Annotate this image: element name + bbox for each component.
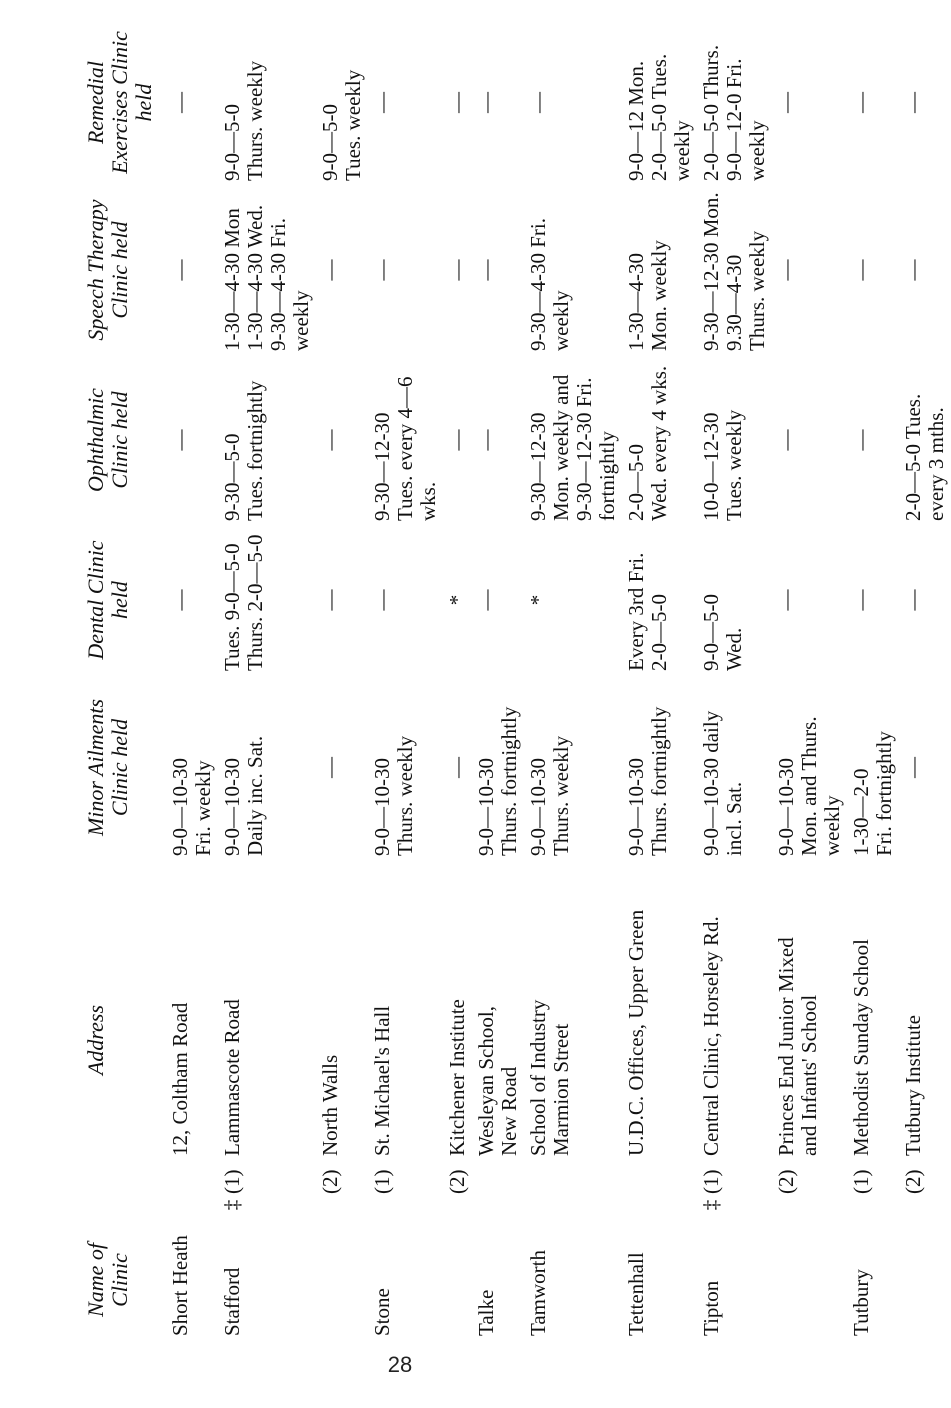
- speech-therapy-cell: —: [318, 259, 342, 281]
- address-number: [169, 1156, 192, 1194]
- address-text: School of Industry Marmion Street: [526, 999, 573, 1156]
- address-text: Tutbury Institute: [901, 1015, 925, 1156]
- ophthalmic-cell: 10-0—12-30 Tues. weekly: [699, 409, 746, 521]
- address-cell: [772, 860, 847, 1220]
- table-row: [772, 20, 847, 1340]
- table-row: [316, 20, 368, 1340]
- dental-cell: *: [526, 594, 550, 606]
- ophthalmic-cell: 9-30—12-30 Mon. weekly and 9-30—12-30 Fri. fortnightly: [526, 374, 619, 521]
- dagger-mark: [625, 1194, 648, 1216]
- minor-ailments-cell: —: [445, 757, 469, 778]
- speech-therapy-cell: —: [445, 259, 469, 281]
- address-number: (2): [445, 1169, 469, 1194]
- address-number: [527, 1156, 573, 1194]
- table-row: [218, 20, 316, 1340]
- header-minor-ailments: Minor Ailments Clinic held: [83, 698, 132, 837]
- ophthalmic-cell: 9-30—12-30 Tues. every 4—6 wks.: [370, 376, 440, 521]
- dental-cell: —: [474, 589, 498, 611]
- minor-ailments-cell: 1-30—2-0 Fri. fortnightly: [849, 731, 896, 856]
- ophthalmic-cell: —: [168, 429, 192, 451]
- dental-cell: Every 3rd Fri. 2-0—5-0: [624, 552, 671, 671]
- header-row: [80, 20, 166, 1340]
- address-text: Methodist Sunday School: [849, 938, 873, 1156]
- address-cell: [622, 860, 697, 1220]
- header-speech-therapy: Speech Therapy Clinic held: [83, 199, 132, 341]
- dental-cell: Tues. 9-0—5-0 Thurs. 2-0—5-0: [220, 534, 267, 671]
- address-text: St. Michael's Hall: [370, 1005, 394, 1156]
- header-dental: Dental Clinic held: [83, 540, 132, 660]
- remedial-cell: —: [526, 92, 550, 113]
- header-name-of-clinic: Name of Clinic: [83, 1243, 132, 1317]
- clinic-name-cell: Talke: [474, 1289, 498, 1336]
- remedial-cell: —: [774, 92, 798, 113]
- clinic-name-cell: Short Heath: [168, 1235, 192, 1336]
- clinic-name-cell: Tettenhall: [624, 1252, 648, 1336]
- dental-cell: —: [849, 589, 873, 611]
- ophthalmic-cell: —: [474, 429, 498, 451]
- ophthalmic-cell: —: [318, 429, 342, 451]
- speech-therapy-cell: 1-30—4-30 Mon. weekly: [624, 240, 671, 351]
- clinic-name-cell: [899, 1220, 951, 1340]
- minor-ailments-cell: 9-0—10-30 Mon. and Thurs. weekly: [774, 716, 844, 856]
- address-cell: [368, 860, 443, 1220]
- table-row: [472, 20, 524, 1340]
- speech-therapy-cell: —: [849, 259, 873, 281]
- minor-ailments-cell: —: [318, 757, 342, 778]
- address-number: (1): [370, 1169, 394, 1194]
- table-row: [622, 20, 697, 1340]
- minor-ailments-cell: 9-0—10-30 Thurs. weekly: [370, 735, 417, 856]
- speech-therapy-cell: —: [168, 259, 192, 281]
- minor-ailments-cell: 9-0—10-30 Daily inc. Sat.: [220, 735, 267, 856]
- speech-therapy-cell: 9-30—12-30 Mon. 9.30—4-30 Thurs. weekly: [699, 192, 769, 351]
- dental-cell: —: [168, 589, 192, 611]
- address-text: Kitchener Institute: [445, 999, 469, 1156]
- address-number: (2): [774, 1169, 798, 1194]
- dental-cell: —: [901, 589, 925, 611]
- header-address: Address: [83, 1004, 108, 1076]
- address-text: Lammascote Road: [220, 999, 244, 1156]
- address-cell: [166, 860, 218, 1220]
- address-cell: [472, 860, 524, 1220]
- dagger-mark: [850, 1194, 873, 1216]
- dental-cell: —: [774, 589, 798, 611]
- address-number: [625, 1156, 648, 1194]
- address-cell: [316, 860, 368, 1220]
- remedial-cell: 9-0—12 Mon. 2-0—5-0 Tues. weekly: [624, 53, 694, 181]
- ophthalmic-cell: 2-0—5-0 Wed. every 4 wks.: [624, 365, 671, 521]
- address-number: [475, 1156, 521, 1194]
- clinic-name-cell: Tipton: [699, 1280, 723, 1336]
- minor-ailments-cell: —: [901, 757, 925, 778]
- header-ophthalmic: Ophthalmic Clinic held: [83, 388, 132, 492]
- address-text: North Walls: [318, 1054, 342, 1156]
- dagger-mark: ‡: [220, 1199, 244, 1211]
- clinic-name-cell: Tutbury: [849, 1269, 873, 1336]
- address-text: Central Clinic, Horseley Rd.: [699, 916, 723, 1156]
- clinic-name-cell: Stafford: [220, 1267, 244, 1336]
- page-number: 28: [387, 1352, 413, 1377]
- speech-therapy-cell: 1-30—4-30 Mon 1-30—4-30 Wed. 9-30—4-30 Fri. weekly: [220, 204, 313, 351]
- dagger-mark: [775, 1194, 821, 1216]
- remedial-cell: —: [445, 92, 469, 113]
- ophthalmic-cell: —: [774, 429, 798, 451]
- minor-ailments-cell: 9-0—10-30 Thurs. fortnightly: [474, 706, 521, 856]
- dagger-mark: ‡: [699, 1199, 723, 1211]
- table-row: [368, 20, 443, 1340]
- speech-therapy-cell: —: [774, 259, 798, 281]
- header-remedial-exercises: Remedial Exercises Clinic held: [83, 31, 156, 174]
- address-text: Princes End Junior Mixed and Infants' School: [774, 937, 821, 1156]
- remedial-cell: —: [901, 92, 925, 113]
- ophthalmic-cell: 9-30—5-0 Tues. fortnightly: [220, 380, 267, 521]
- clinic-name-cell: Tamworth: [526, 1249, 550, 1336]
- dental-cell: *: [445, 594, 469, 606]
- remedial-cell: —: [370, 92, 394, 113]
- remedial-cell: —: [849, 92, 873, 113]
- remedial-cell: 2-0—5-0 Thurs. 9-0—12-0 Fri. weekly: [699, 44, 769, 181]
- table-row: [697, 20, 772, 1340]
- dagger-mark: [475, 1194, 521, 1216]
- address-number: (1): [699, 1169, 723, 1194]
- speech-therapy-cell: —: [474, 259, 498, 281]
- remedial-cell: 9-0—5-0 Thurs. weekly: [220, 60, 267, 181]
- speech-therapy-cell: —: [370, 259, 394, 281]
- dagger-mark: [902, 1194, 925, 1216]
- clinic-name-cell: Stone: [370, 1288, 394, 1336]
- table-row: [166, 20, 218, 1340]
- dagger-mark: [169, 1194, 192, 1216]
- address-text: U.D.C. Offices, Upper Green: [624, 909, 648, 1156]
- address-text: Wesleyan School, New Road: [474, 1006, 521, 1156]
- dental-cell: 9-0—5-0 Wed.: [699, 594, 746, 671]
- remedial-cell: —: [474, 92, 498, 113]
- dagger-mark: [446, 1194, 469, 1216]
- rotated-table-container: [80, 20, 948, 1340]
- dagger-mark: [319, 1194, 342, 1216]
- minor-ailments-cell: 9-0—10-30 daily incl. Sat.: [699, 710, 746, 856]
- dental-cell: —: [318, 589, 342, 611]
- table-row: [524, 20, 622, 1340]
- address-cell: [443, 860, 472, 1220]
- dagger-mark: [371, 1194, 394, 1216]
- table-row: [899, 20, 951, 1340]
- remedial-cell: 9-0—5-0 Tues. weekly: [318, 69, 365, 181]
- address-cell: [697, 860, 772, 1220]
- dagger-mark: [527, 1194, 573, 1216]
- minor-ailments-cell: 9-0—10-30 Thurs. weekly: [526, 735, 573, 856]
- address-number: (2): [318, 1169, 342, 1194]
- ophthalmic-cell: —: [445, 429, 469, 451]
- address-cell: [218, 860, 316, 1220]
- clinic-name-cell: [443, 1220, 472, 1340]
- table-row: [443, 20, 472, 1340]
- address-cell: [899, 860, 951, 1220]
- clinic-name-cell: [316, 1220, 368, 1340]
- dental-cell: —: [370, 589, 394, 611]
- ophthalmic-cell: —: [849, 429, 873, 451]
- ophthalmic-cell: 2-0—5-0 Tues. every 3 mths.: [901, 393, 948, 521]
- address-number: (1): [849, 1169, 873, 1194]
- address-text: 12, Coltham Road: [168, 1002, 192, 1156]
- address-number: (1): [220, 1169, 244, 1194]
- address-cell: [847, 860, 899, 1220]
- speech-therapy-cell: —: [901, 259, 925, 281]
- clinic-name-cell: [772, 1220, 847, 1340]
- table-body: [166, 20, 951, 1340]
- speech-therapy-cell: 9-30—4-30 Fri. weekly: [526, 218, 573, 351]
- clinic-schedule-table: [80, 20, 951, 1340]
- minor-ailments-cell: 9-0—10-30 Thurs. fortnightly: [624, 706, 671, 856]
- minor-ailments-cell: 9-0—10-30 Fri. weekly: [168, 758, 215, 856]
- address-cell: [524, 860, 622, 1220]
- table-row: [847, 20, 899, 1340]
- remedial-cell: —: [168, 92, 192, 113]
- address-number: (2): [901, 1169, 925, 1194]
